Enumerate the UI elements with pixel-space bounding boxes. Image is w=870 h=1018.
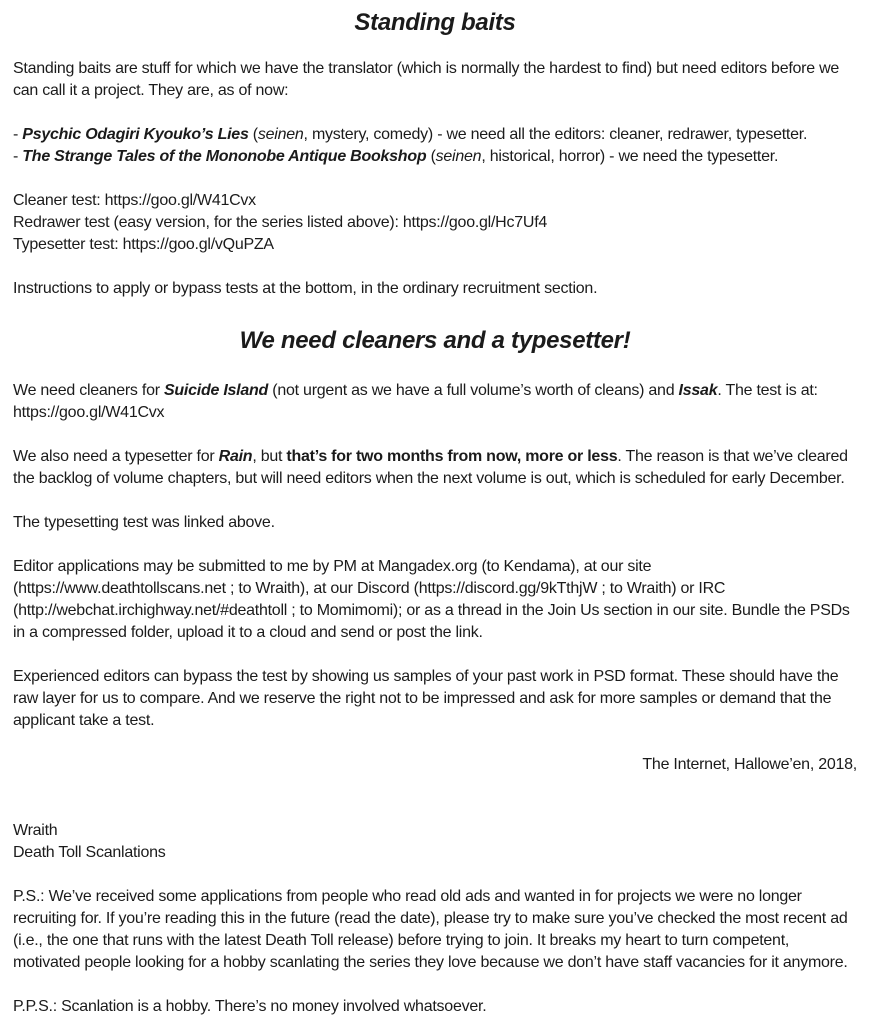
text-run: . The test is at: https://goo.gl/W41Cvx <box>13 382 818 421</box>
list-dash: - <box>13 148 23 165</box>
test-line-redrawer: Redrawer test (easy version, for the series listed above): https://goo.gl/Hc7Uf4 <box>13 214 548 231</box>
project-list-item <box>13 124 857 146</box>
text-run: , but <box>252 448 287 465</box>
typesetter-paragraph <box>13 446 857 490</box>
test-line-cleaner: Cleaner test: https://goo.gl/W41Cvx <box>13 192 256 209</box>
cleaners-paragraph <box>13 380 857 424</box>
signature-group: Death Toll Scanlations <box>13 844 166 861</box>
pps-paragraph: P.P.S.: Scanlation is a hobby. There’s no money involved whatsoever. <box>13 998 487 1015</box>
series-title: Rain <box>218 448 253 465</box>
applications-paragraph: Editor applications may be submitted to me by PM at Mangadex.org (to Kendama), at our site (https://www.deathtollscans.net ; to Wraith), at our Discord (https://discord.gg/9kTthjW ; to Wraith) or IRC (http://webchat.irchighway.net/#deathtoll ; to Momimomi); or as a thread in the Join Us section in our site. Bundle the PSDs in a compressed folder, upload it to a cloud and send or post the link. <box>13 558 850 641</box>
project-genre: seinen <box>257 126 304 143</box>
paren-open: ( <box>426 148 436 165</box>
emphasis-text: that’s for two months from now, more or less <box>286 448 618 465</box>
project-list-item <box>13 146 857 168</box>
intro-paragraph: Standing baits are stuff for which we have the translator (which is normally the hardest to find) but need editors before we can call it a project. They are, as of now: <box>13 60 840 99</box>
bypass-paragraph: Experienced editors can bypass the test by showing us samples of your past work in PSD format. These should have the raw layer for us to compare. And we reserve the right not to be impressed and ask for more samples or demand that the applicant take a test. <box>13 668 839 729</box>
project-title: The Strange Tales of the Mononobe Antique Bookshop <box>22 148 427 165</box>
text-run: . The reason is that we’ve cleared the backlog of volume chapters, but will need editors when the next volume is out, which is scheduled for early December. <box>13 448 848 487</box>
signature-dateline: The Internet, Hallowe’en, 2018, <box>642 756 857 773</box>
typesetting-note: The typesetting test was linked above. <box>13 514 275 531</box>
text-run: (not urgent as we have a full volume’s worth of cleans) and <box>268 382 679 399</box>
series-title: Suicide Island <box>163 382 269 399</box>
project-roles: , mystery, comedy) - we need all the editors: cleaner, redrawer, typesetter. <box>303 126 808 143</box>
list-dash: - <box>13 126 23 143</box>
project-roles: , historical, horror) - we need the typesetter. <box>481 148 779 165</box>
paren-open: ( <box>248 126 258 143</box>
text-run: We also need a typesetter for <box>13 448 219 465</box>
section-heading: We need cleaners and a typesetter! <box>239 327 631 354</box>
ps-paragraph: P.S.: We’ve received some applications from people who read old ads and wanted in for projects we were no longer recruiting for. If you’re reading this in the future (read the date), please try to make sure you’ve checked the most recent ad (i.e., the one that runs with the latest Death Toll release) before trying to join. It breaks my heart to turn competent, motivated people looking for a hobby scanlating the series they love because we don’t have staff vacancies for it anymore. <box>13 888 848 971</box>
signature-name: Wraith <box>13 822 58 839</box>
page-title: Standing baits <box>354 9 516 36</box>
instructions-note: Instructions to apply or bypass tests at the bottom, in the ordinary recruitment section. <box>13 280 598 297</box>
project-title: Psychic Odagiri Kyouko’s Lies <box>22 126 249 143</box>
series-title: Issak <box>678 382 718 399</box>
text-run: We need cleaners for <box>13 382 164 399</box>
project-genre: seinen <box>435 148 482 165</box>
test-line-typesetter: Typesetter test: https://goo.gl/vQuPZA <box>13 236 274 253</box>
